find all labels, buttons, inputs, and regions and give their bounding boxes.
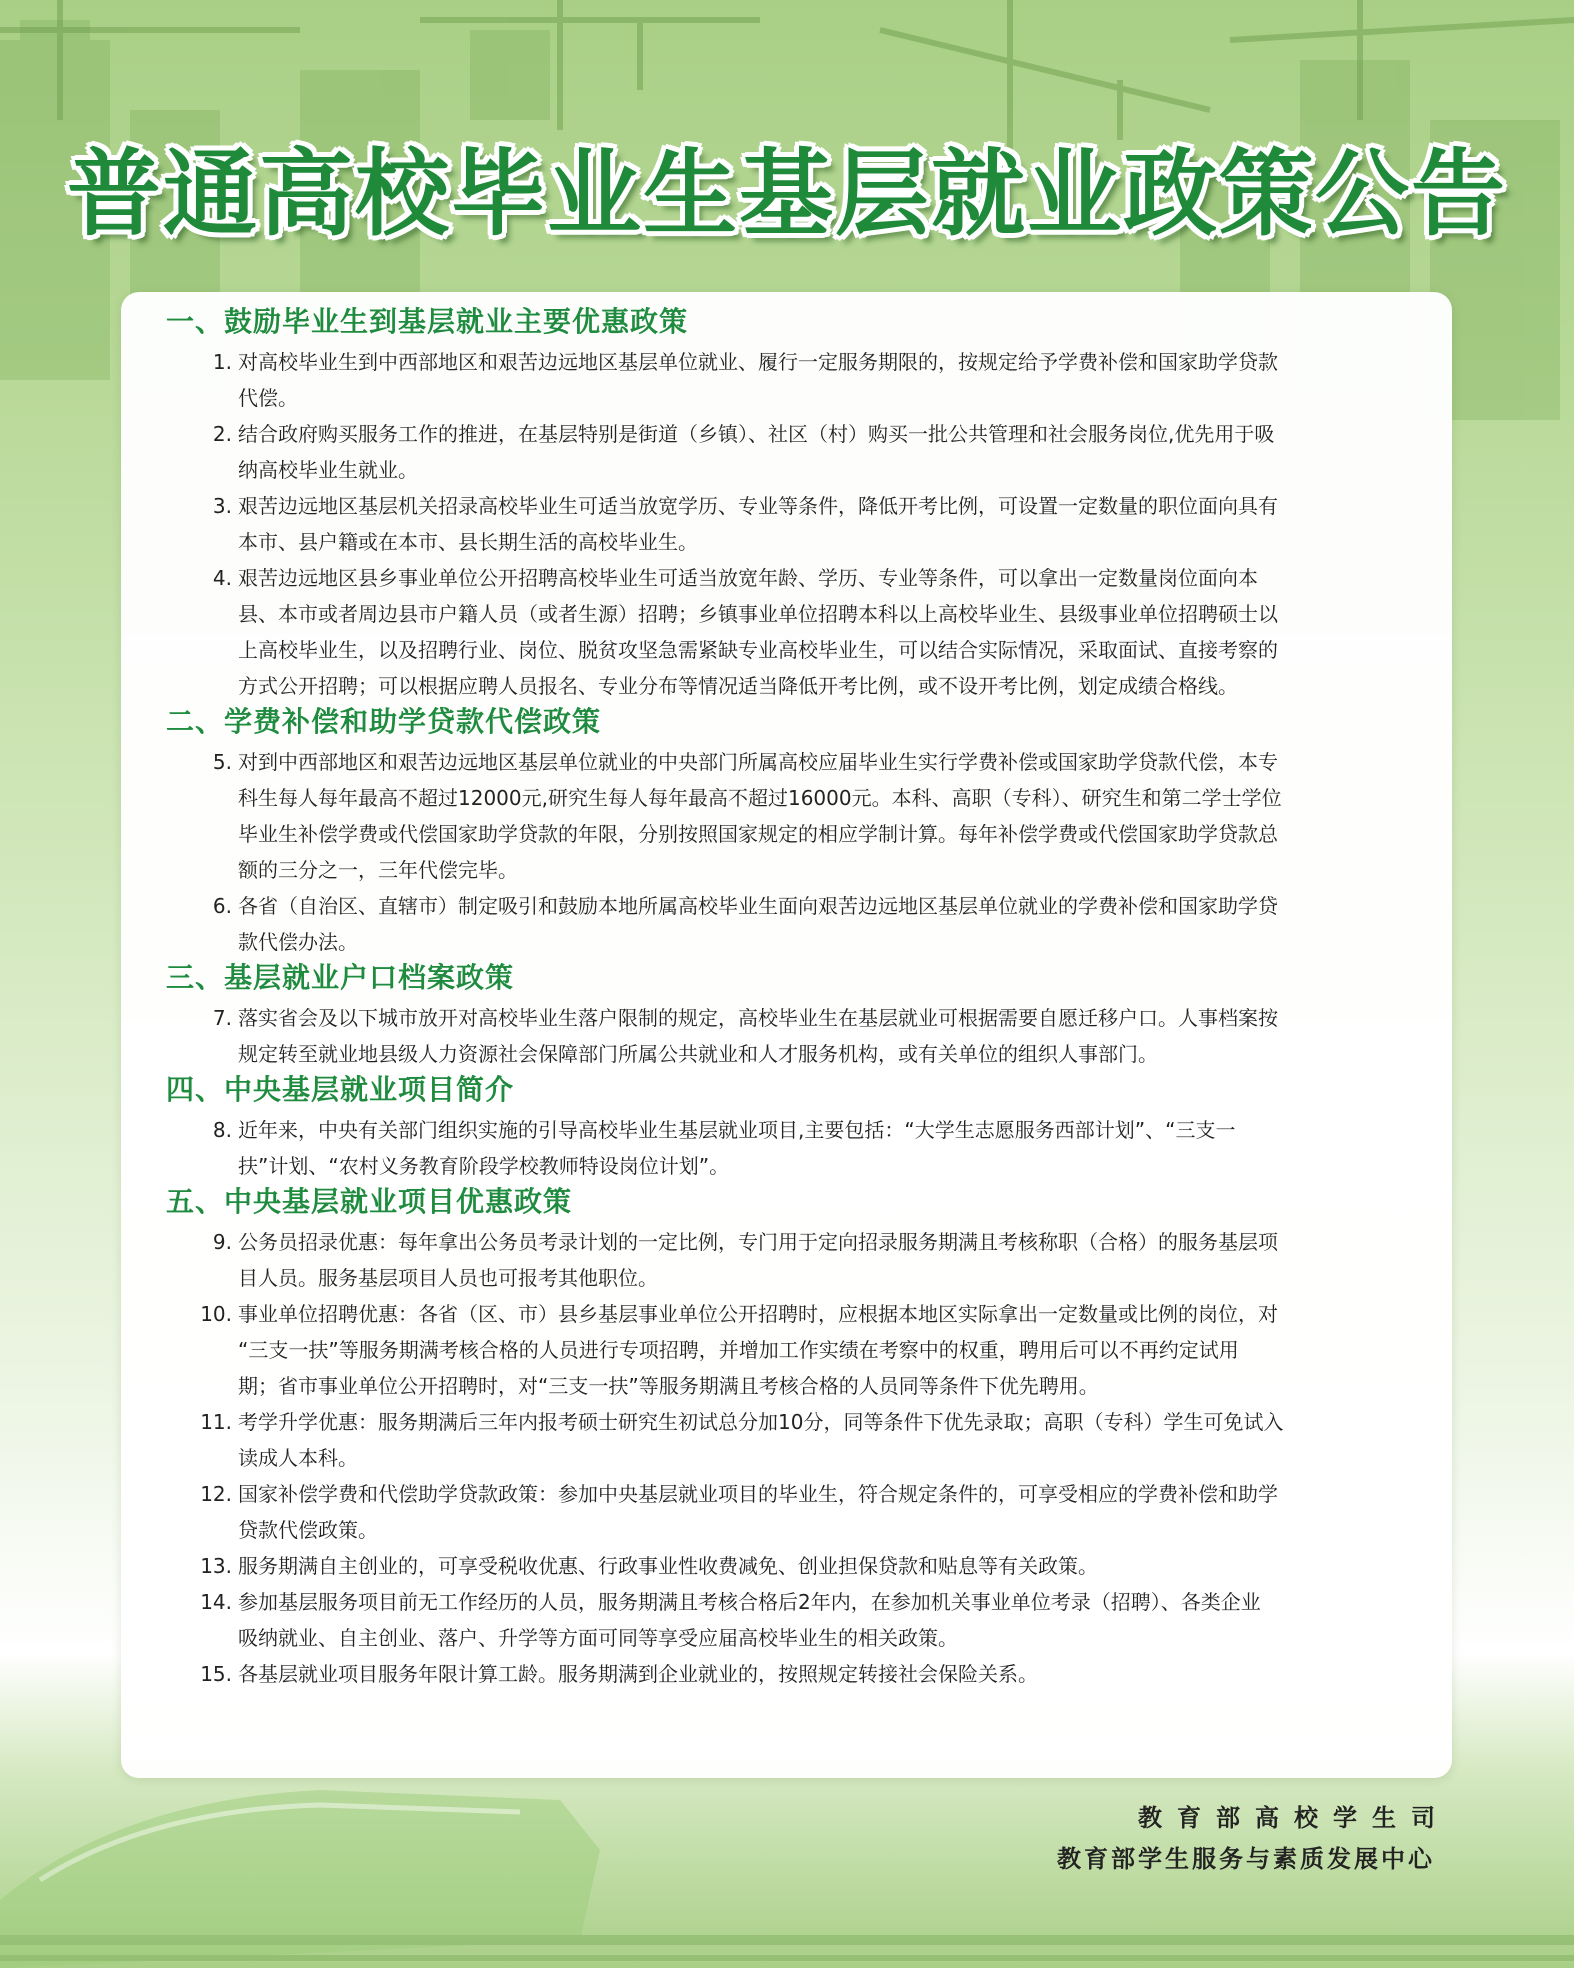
policy-item-line: 科生每人每年最高不超过12000元,研究生每人每年最高不超过16000元。本科、高职（专科）、研究生和第二学士学位 [238,786,1282,810]
policy-item [166,1656,1436,1692]
policy-item-line: 近年来，中央有关部门组织实施的引导高校毕业生基层就业项目,主要包括：“大学生志愿服务西部计划”、“三支一 [238,1118,1236,1142]
policy-item [166,416,1436,488]
policy-item-line: 落实省会及以下城市放开对高校毕业生落户限制的规定，高校毕业生在基层就业可根据需要自愿迁移户口。人事档案按 [238,1006,1278,1030]
policy-item-line: 各基层就业项目服务年限计算工龄。服务期满到企业就业的，按照规定转接社会保险关系。 [238,1662,1038,1686]
section-heading: 二、学费补偿和助学贷款代偿政策 [166,705,602,738]
policy-item-line: 国家补偿学费和代偿助学贷款政策：参加中央基层就业项目的毕业生，符合规定条件的，可享受相应的学费补偿和助学 [238,1482,1278,1506]
policy-item-number: 4. [212,566,232,590]
policy-item-line: 贷款代偿政策。 [238,1518,378,1542]
policy-item-number: 10. [200,1302,232,1326]
policy-item-line: “三支一扶”等服务期满考核合格的人员进行专项招聘，并增加工作实绩在考察中的权重，聘用后可以不再约定试用 [238,1338,1239,1362]
policy-item [166,744,1436,888]
policy-item-line: 县、本市或者周边县市户籍人员（或者生源）招聘；乡镇事业单位招聘本科以上高校毕业生、县级事业单位招聘硕士以 [238,602,1278,626]
issuer-line-1: 教育部高校学生司 [1138,1804,1450,1832]
policy-item-line: 事业单位招聘优惠：各省（区、市）县乡基层事业单位公开招聘时，应根据本地区实际拿出一定数量或比例的岗位，对 [238,1302,1278,1326]
policy-item-line: 吸纳就业、自主创业、落户、升学等方面可同等享受应届高校毕业生的相关政策。 [238,1626,958,1650]
policy-item-line: 考学升学优惠：服务期满后三年内报考硕士研究生初试总分加10分，同等条件下优先录取；高职（专科）学生可免试入 [238,1410,1284,1434]
page-title: 普通高校毕业生基层就业政策公告 [66,140,1507,249]
policy-item [166,344,1436,416]
policy-item-line: 参加基层服务项目前无工作经历的人员，服务期满且考核合格后2年内，在参加机关事业单位考录（招聘）、各类企业 [238,1590,1261,1614]
policy-item-number: 5. [212,750,232,774]
policy-item-line: 规定转至就业地县级人力资源社会保障部门所属公共就业和人才服务机构，或有关单位的组织人事部门。 [238,1042,1158,1066]
policy-item-line: 纳高校毕业生就业。 [238,458,418,482]
policy-item-line: 方式公开招聘；可以根据应聘人员报名、专业分布等情况适当降低开考比例，或不设开考比例，划定成绩合格线。 [238,674,1238,698]
policy-content [166,304,1436,1692]
policy-item-number: 2. [212,422,232,446]
policy-item-line: 款代偿办法。 [238,930,358,954]
policy-item [166,488,1436,560]
policy-item-line: 目人员。服务基层项目人员也可报考其他职位。 [238,1266,658,1290]
policy-item-line: 各省（自治区、直辖市）制定吸引和鼓励本地所属高校毕业生面向艰苦边远地区基层单位就业的学费补偿和国家助学贷 [238,894,1278,918]
policy-item-number: 15. [200,1662,232,1686]
policy-item-line: 毕业生补偿学费或代偿国家助学贷款的年限，分别按照国家规定的相应学制计算。每年补偿学费或代偿国家助学贷款总 [238,822,1278,846]
policy-item-line: 额的三分之一，三年代偿完毕。 [238,858,518,882]
policy-item-line: 本市、县户籍或在本市、县长期生活的高校毕业生。 [238,530,698,554]
policy-item-number: 1. [212,350,232,374]
section-heading: 五、中央基层就业项目优惠政策 [166,1185,573,1218]
policy-item-number: 8. [212,1118,232,1142]
policy-item-number: 13. [200,1554,232,1578]
policy-item [166,888,1436,960]
policy-item [166,1112,1436,1184]
policy-item-line: 艰苦边远地区县乡事业单位公开招聘高校毕业生可适当放宽年龄、学历、专业等条件，可以拿出一定数量岗位面向本 [238,566,1258,590]
section-heading: 三、基层就业户口档案政策 [166,961,515,994]
policy-item-line: 对到中西部地区和艰苦边远地区基层单位就业的中央部门所属高校应届毕业生实行学费补偿或国家助学贷款代偿，本专 [238,750,1278,774]
content-panel [121,292,1452,1778]
policy-item-line: 读成人本科。 [238,1446,358,1470]
policy-item-line: 代偿。 [238,386,298,410]
policy-item-number: 14. [200,1590,232,1614]
policy-item [166,1224,1436,1296]
policy-item-number: 3. [212,494,232,518]
policy-item [166,1584,1436,1656]
policy-item-number: 12. [200,1482,232,1506]
section-heading: 一、鼓励毕业生到基层就业主要优惠政策 [166,305,689,338]
policy-item [166,1296,1436,1404]
issuer-line-2: 教育部学生服务与素质发展中心 [1057,1845,1435,1873]
policy-item-line: 结合政府购买服务工作的推进，在基层特别是街道（乡镇）、社区（村）购买一批公共管理和社会服务岗位,优先用于吸 [238,422,1275,446]
policy-item-number: 6. [212,894,232,918]
policy-item-line: 扶”计划、“农村义务教育阶段学校教师特设岗位计划”。 [238,1154,730,1178]
policy-item [166,1000,1436,1072]
policy-item [166,1404,1436,1476]
policy-item-line: 期；省市事业单位公开招聘时，对“三支一扶”等服务期满且考核合格的人员同等条件下优先聘用。 [238,1374,1099,1398]
policy-item [166,1476,1436,1548]
policy-item-line: 对高校毕业生到中西部地区和艰苦边远地区基层单位就业、履行一定服务期限的，按规定给予学费补偿和国家助学贷款 [238,350,1278,374]
policy-item-line: 艰苦边远地区基层机关招录高校毕业生可适当放宽学历、专业等条件，降低开考比例，可设置一定数量的职位面向具有 [238,494,1278,518]
policy-item-line: 公务员招录优惠：每年拿出公务员考录计划的一定比例，专门用于定向招录服务期满且考核称职（合格）的服务基层项 [238,1230,1278,1254]
policy-item-number: 7. [212,1006,232,1030]
policy-item-number: 9. [212,1230,232,1254]
section-heading: 四、中央基层就业项目简介 [166,1073,515,1106]
policy-item-number: 11. [200,1410,232,1434]
policy-item [166,560,1436,704]
policy-item-line: 上高校毕业生，以及招聘行业、岗位、脱贫攻坚急需紧缺专业高校毕业生，可以结合实际情况，采取面试、直接考察的 [238,638,1278,662]
policy-item-line: 服务期满自主创业的，可享受税收优惠、行政事业性收费减免、创业担保贷款和贴息等有关政策。 [238,1554,1098,1578]
policy-item [166,1548,1436,1584]
